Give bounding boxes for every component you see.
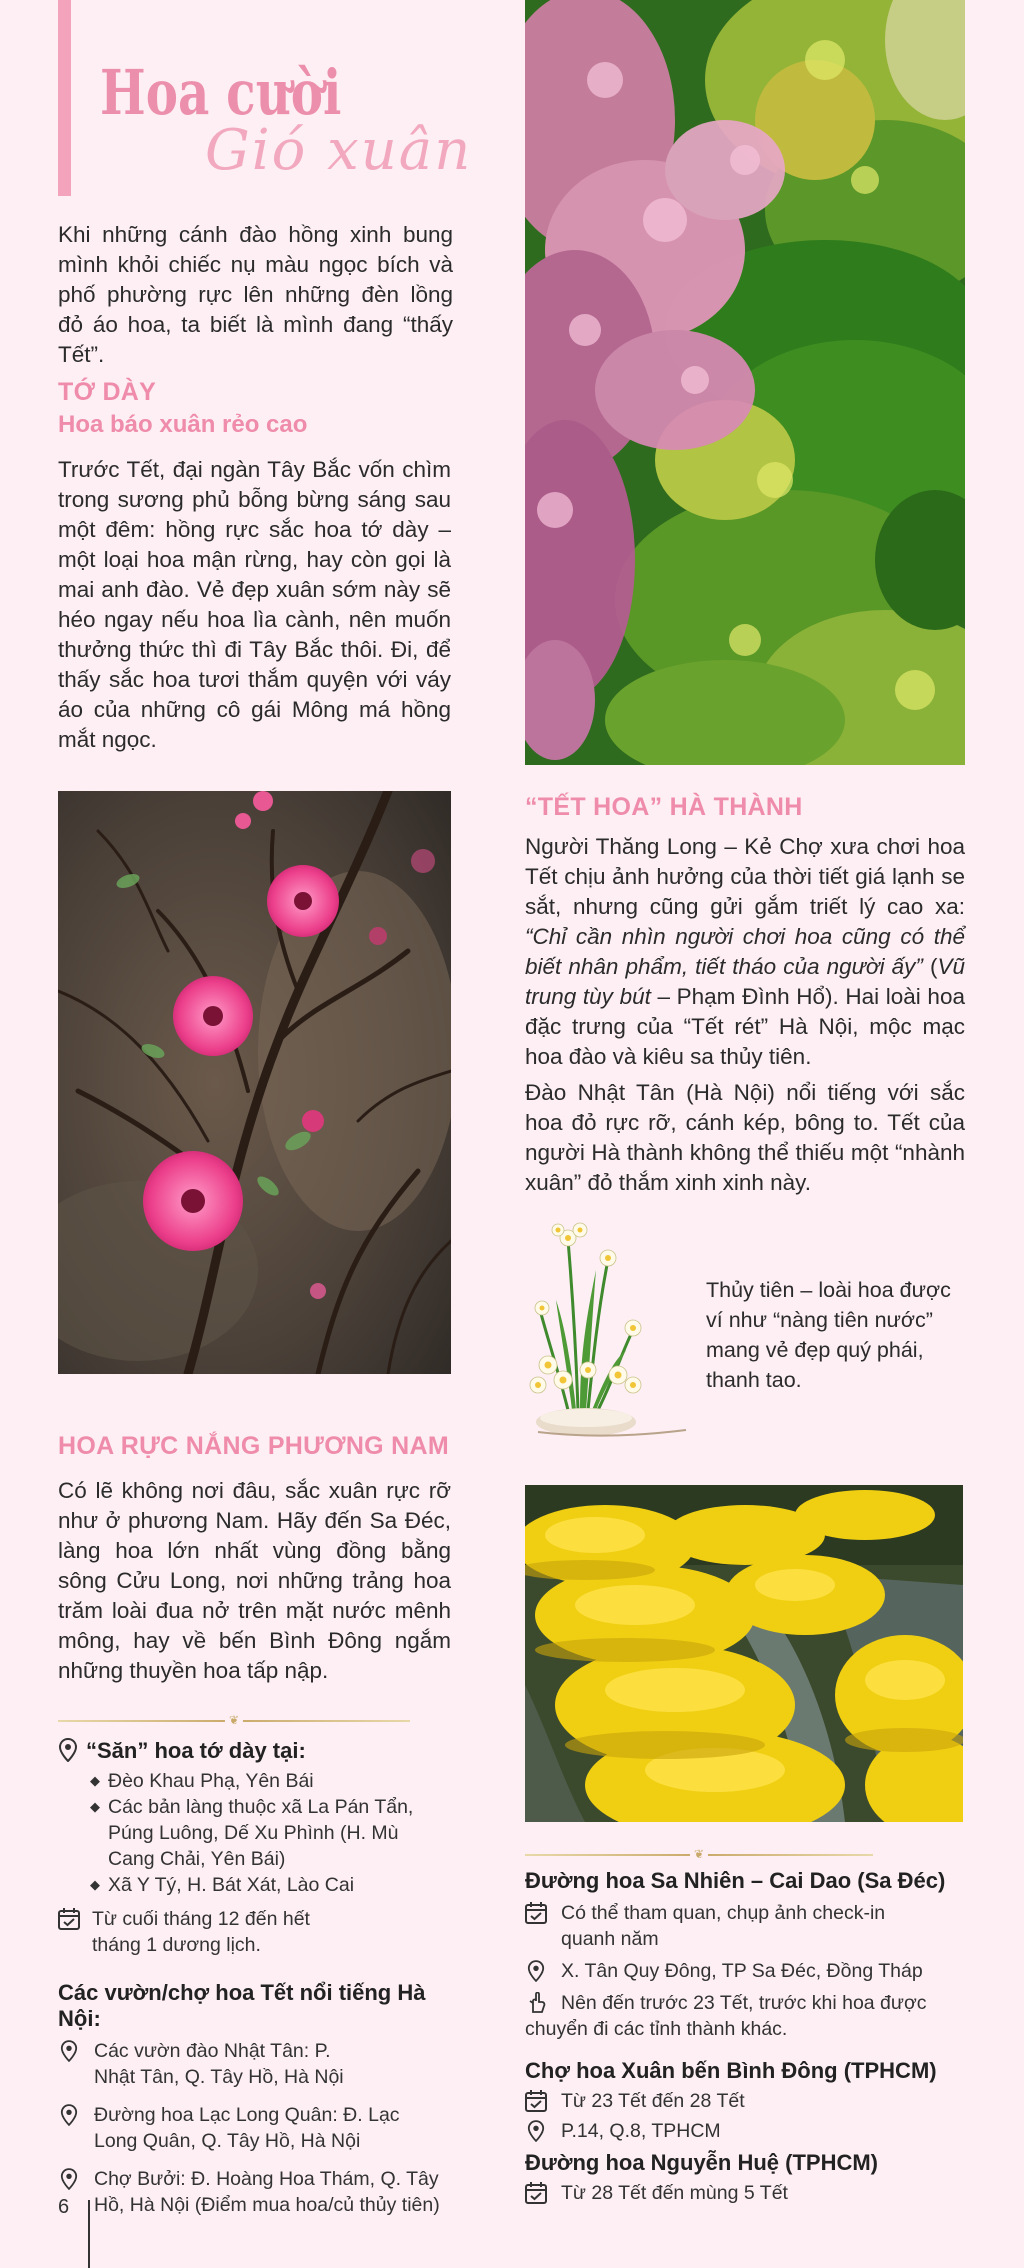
sadec-place-row: [525, 1958, 975, 1984]
narcissus-caption: Thủy tiên – loài hoa được ví như “nàng tiên nước” mang vẻ đẹp quý phái, thanh tao.: [706, 1278, 951, 1392]
section2-source-open: (: [929, 954, 938, 979]
page-number-rule: [88, 2200, 90, 2268]
list-item: [58, 2038, 458, 2090]
section2-quote: “Chỉ cần nhìn người chơi hoa cũng có thể biết nhân phẩm, tiết tháo của người ấy”: [525, 924, 965, 979]
mountain-cherry-blossom-photo: [525, 0, 965, 765]
section1-subheading: Hoa báo xuân rẻo cao: [58, 411, 308, 438]
section2-paragraph-1: [525, 832, 965, 1072]
hunt-list: [90, 1768, 458, 1898]
section3-heading: HOA RỰC NẮNG PHƯƠNG NAM: [58, 1432, 449, 1460]
sadec-time-row: [525, 1900, 925, 1952]
hanoi-item-text: Đường hoa Lạc Long Quân: Đ. Lạc Long Quân, Q. Tây Hồ, Hà Nội: [94, 2104, 400, 2152]
sadec-tip: Nên đến trước 23 Tết, trước khi hoa được chuyển đi các tỉnh thành khác.: [525, 1992, 927, 2040]
binhdong-time-row: [525, 2088, 975, 2114]
peach-blossom-photo: [58, 791, 451, 1374]
section2-intro-text: Người Thăng Long – Kẻ Chợ xưa chơi hoa Tết chịu ảnh hưởng của thời tiết giá lạnh se sắt, nhưng cũng gửi gắm triết lý cao xa:: [525, 834, 965, 919]
hanoi-item-text: Các vườn đào Nhật Tân: P. Nhật Tân, Q. Tây Hồ, Hà Nội: [94, 2040, 344, 2088]
intro-paragraph: Khi những cánh đào hồng xinh bung mình khỏi chiếc nụ màu ngọc bích và phố phường rực lên những đèn lồng đỏ áo hoa, ta biết là mình đang “thấy Tết”.: [58, 222, 453, 367]
location-pin-icon: [60, 2104, 78, 2126]
location-pin-icon: [60, 2040, 78, 2062]
sadec-tip-row: [525, 1990, 970, 2042]
nguyenhue-title: Đường hoa Nguyễn Huệ (TPHCM): [525, 2150, 878, 2175]
calendar-icon: [58, 1908, 80, 1930]
title-line-2: Gió xuân: [205, 118, 473, 183]
section2-heading: “TẾT HOA” HÀ THÀNH: [525, 793, 803, 821]
sadec-info: [525, 1868, 975, 2206]
chrysanthemum-field-photo: [525, 1485, 963, 1822]
binhdong-place: P.14, Q.8, TPHCM: [561, 2120, 721, 2142]
nguyenhue-time-row: [525, 2180, 975, 2206]
section2-continued-text: – Phạm Đình Hổ). Hai loài hoa đặc trưng của “Tết rét” Hà Nội, mộc mạc hoa đào và kiêu sa thủy tiên.: [525, 984, 965, 1069]
location-pin-icon: [60, 2168, 78, 2190]
page-title: [100, 58, 472, 184]
hunt-title-row: [58, 1738, 458, 1764]
section2-source: Vũ trung tùy bút: [525, 954, 965, 1009]
sadec-title: Đường hoa Sa Nhiên – Cai Dao (Sa Đéc): [525, 1868, 946, 1893]
location-pin-icon: [527, 1960, 545, 1982]
calendar-icon: [525, 2090, 547, 2112]
list-item: ◆ Xã Y Tý, H. Bát Xát, Lào Cai: [90, 1872, 458, 1898]
hanoi-list: [58, 2038, 458, 2218]
info-divider-right: [525, 1847, 873, 1861]
section1-body: Trước Tết, đại ngàn Tây Bắc vốn chìm trong sương phủ bỗng bừng sáng sau một đêm: hồng rực sắc hoa tớ dày – một loại hoa mận rừng, hay còn gọi là mai anh đào. Vẻ đẹp xuân sớm này sẽ héo ngay nếu hoa lìa cành, nên muốn thưởng thức thì đi Tây Bắc thôi. Đi, để thấy sắc hoa tươi thắm quyện với váy áo của những cô gái Mông má hồng mắt ngọc.: [58, 457, 451, 752]
calendar-icon: [525, 1902, 547, 1924]
hand-pointer-icon: [527, 1992, 547, 2014]
hanoi-title: Các vườn/chợ hoa Tết nổi tiếng Hà Nội:: [58, 1980, 426, 2031]
list-item: ◆ Các bản làng thuộc xã La Pán Tẩn, Púng Luông, Dế Xu Phình (H. Mù Cang Chải, Yên Bái): [90, 1794, 420, 1872]
hunt-time: Từ cuối tháng 12 đến hết tháng 1 dương lịch.: [92, 1908, 310, 1956]
title-line-1: Hoa cười: [100, 56, 342, 129]
list-item: [58, 2102, 458, 2154]
hanoi-item-text: Chợ Bưởi: Đ. Hoàng Hoa Thám, Q. Tây Hồ, Hà Nội (Điểm mua hoa/củ thủy tiên): [94, 2168, 440, 2216]
section1-heading: TỚ DÀY: [58, 378, 157, 406]
sadec-time: Có thể tham quan, chụp ảnh check-in quanh năm: [561, 1902, 886, 1950]
section3-body: Có lẽ không nơi đâu, sắc xuân rực rỡ như ở phương Nam. Hãy đến Sa Đéc, làng hoa lớn nhất vùng đồng bằng sông Cửu Long, nơi những trảng hoa trăm loài đua nở trên mặt nước mênh mông, hay về bến Bình Đông ngắm những thuyền hoa tấp nập.: [58, 1478, 451, 1683]
list-item: [58, 2166, 478, 2218]
sadec-place: X. Tân Quy Đông, TP Sa Đéc, Đồng Tháp: [561, 1960, 923, 1982]
binhdong-place-row: [525, 2118, 975, 2144]
location-pin-icon: [527, 2120, 545, 2142]
location-pin-icon: [58, 1738, 78, 1762]
title-accent-bar: [58, 0, 71, 196]
nguyenhue-time: Từ 28 Tết đến mùng 5 Tết: [561, 2182, 788, 2204]
divider-ornament: ❦: [225, 1713, 243, 1727]
binhdong-time: Từ 23 Tết đến 28 Tết: [561, 2090, 745, 2112]
hunt-info: [58, 1738, 458, 2218]
list-item: ◆ Đèo Khau Phạ, Yên Bái: [90, 1768, 458, 1794]
divider-ornament: ❦: [690, 1847, 708, 1861]
section2-paragraph-2: Đào Nhật Tân (Hà Nội) nổi tiếng với sắc hoa đỏ rực rỡ, cánh kép, bông to. Tết của người Hà thành không thể thiếu một “nhành xuân” đỏ thắm xinh xinh này.: [525, 1080, 965, 1195]
hunt-time-row: [58, 1906, 358, 1958]
calendar-icon: [525, 2182, 547, 2204]
info-divider-left: [58, 1713, 410, 1727]
hunt-title: “Săn” hoa tớ dày tại:: [86, 1738, 306, 1763]
page-number: 6: [58, 2196, 70, 2218]
narcissus-illustration: [518, 1200, 688, 1450]
binhdong-title: Chợ hoa Xuân bến Bình Đông (TPHCM): [525, 2058, 937, 2083]
